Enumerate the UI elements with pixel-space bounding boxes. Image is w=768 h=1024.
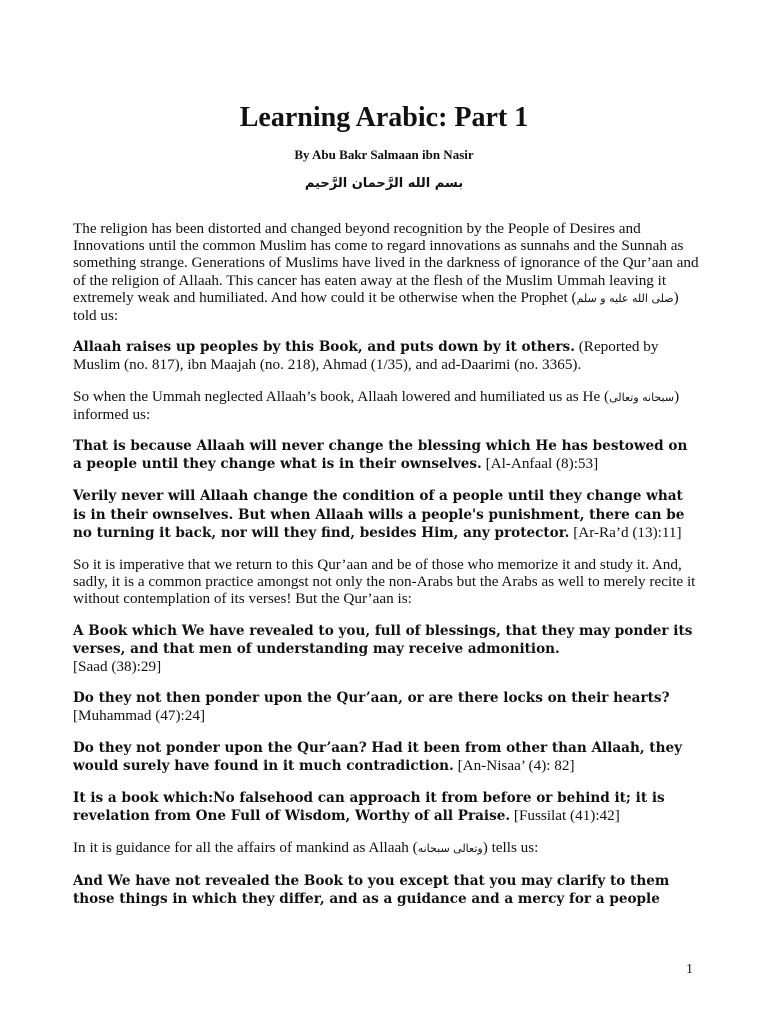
verse-quote	[73, 872, 699, 908]
paragraph-guidance	[73, 839, 699, 857]
arabic-glorification: سبحانه وتعالى	[609, 390, 675, 404]
quote-reference: [Ar-Ra’d (13):11]	[569, 523, 682, 541]
quote-reference: [Muhammad (47):24]	[73, 707, 206, 725]
arabic-glorification: وتعالى سبحانه	[417, 842, 483, 856]
quote-text: Do they not then ponder upon the Qur’aan, or are there locks on their hearts?	[73, 690, 670, 707]
verse-quote	[73, 789, 699, 825]
quote-text: And We have not revealed the Book to you except that you may clarify to them those things in which they differ, and as a guidance and a mercy for a people	[73, 872, 670, 907]
quote-reference: (Reported by Muslim (no. 817), ibn Maajah (no. 218), Ahmad (1/35), and ad-Daarimi (no. 3365).	[73, 338, 659, 374]
quote-reference: [An-Nisaa’ (4): 82]	[453, 756, 575, 774]
quote-text: Verily never will Allaah change the condition of a people until they change what is in their ownselves. But when Allaah wills a people's punishment, there can be no turning it back, nor will they find, besides Him, any protector.	[73, 488, 685, 541]
paragraph-text-tail: ) informed us:	[73, 387, 680, 423]
paragraph-text-tail: ) tells us:	[482, 839, 539, 857]
paragraph-text: So when the Ummah neglected Allaah’s book, Allaah lowered and humiliated us as He (	[73, 387, 610, 405]
basmala-heading: بسم الله الرَّحمان الرَّحيم	[304, 176, 464, 191]
quote-reference: [Fussilat (41):42]	[510, 807, 620, 825]
document-body	[73, 220, 699, 922]
paragraph-ummah	[73, 388, 699, 423]
quote-text: It is a book which:No falsehood can approach it from before or behind it; it is revelation from One Full of Wisdom, Worthy of all Praise.	[73, 790, 665, 825]
verse-quote	[73, 689, 699, 724]
verse-quote	[73, 622, 699, 676]
quote-reference: [Al-Anfaal (8):53]	[481, 455, 599, 473]
arabic-salutation: صلى الله عليه و سلم	[576, 291, 674, 305]
paragraph-text: The religion has been distorted and changed beyond recognition by the People of Desires and Innovations until the common Muslim has come to regard innovations as sunnahs and the Sunnah as something strange. Generations of Muslims have lived in the darkness of ignorance of the Qur’aan and of the religion of Allaah. This cancer has eaten away at the flesh of the Muslim Ummah leaving it extremely weak and humiliated. And how could it be otherwise when the Prophet (	[73, 220, 699, 306]
paragraph-text: In it is guidance for all the affairs of mankind as Allaah (	[73, 839, 418, 857]
verse-quote	[73, 487, 699, 542]
hadith-quote	[73, 338, 699, 373]
paragraph-imperative	[73, 556, 699, 608]
verse-quote	[73, 739, 699, 775]
page-number: 1	[686, 962, 693, 977]
quote-text: A Book which We have revealed to you, full of blessings, that they may ponder its verses, and that men of understanding may receive admonition.	[73, 622, 693, 657]
paragraph-text-tail: ) told us:	[73, 288, 679, 325]
quote-text: Allaah raises up peoples by this Book, and puts down by it others.	[73, 339, 575, 356]
document-title: Learning Arabic: Part 1	[239, 102, 529, 133]
quote-text: That is because Allaah will never change the blessing which He has bestowed on a people until they change what is in their ownselves.	[73, 438, 688, 473]
paragraph-text: So it is imperative that we return to this Qur’aan and be of those who memorize it and study it. And, sadly, it is a common practice amongst not only the non-Arabs but the Arabs as well to merely recite it without contemplation of its verses! But the Qur’aan is:	[73, 556, 696, 608]
verse-quote	[73, 437, 699, 473]
paragraph-intro	[73, 220, 699, 324]
author-byline: By Abu Bakr Salmaan ibn Nasir	[294, 147, 474, 162]
quote-text: Do they not ponder upon the Qur’aan? Had it been from other than Allaah, they would surely have found in it much contradiction.	[73, 739, 683, 774]
quote-reference: [Saad (38):29]	[73, 658, 162, 676]
